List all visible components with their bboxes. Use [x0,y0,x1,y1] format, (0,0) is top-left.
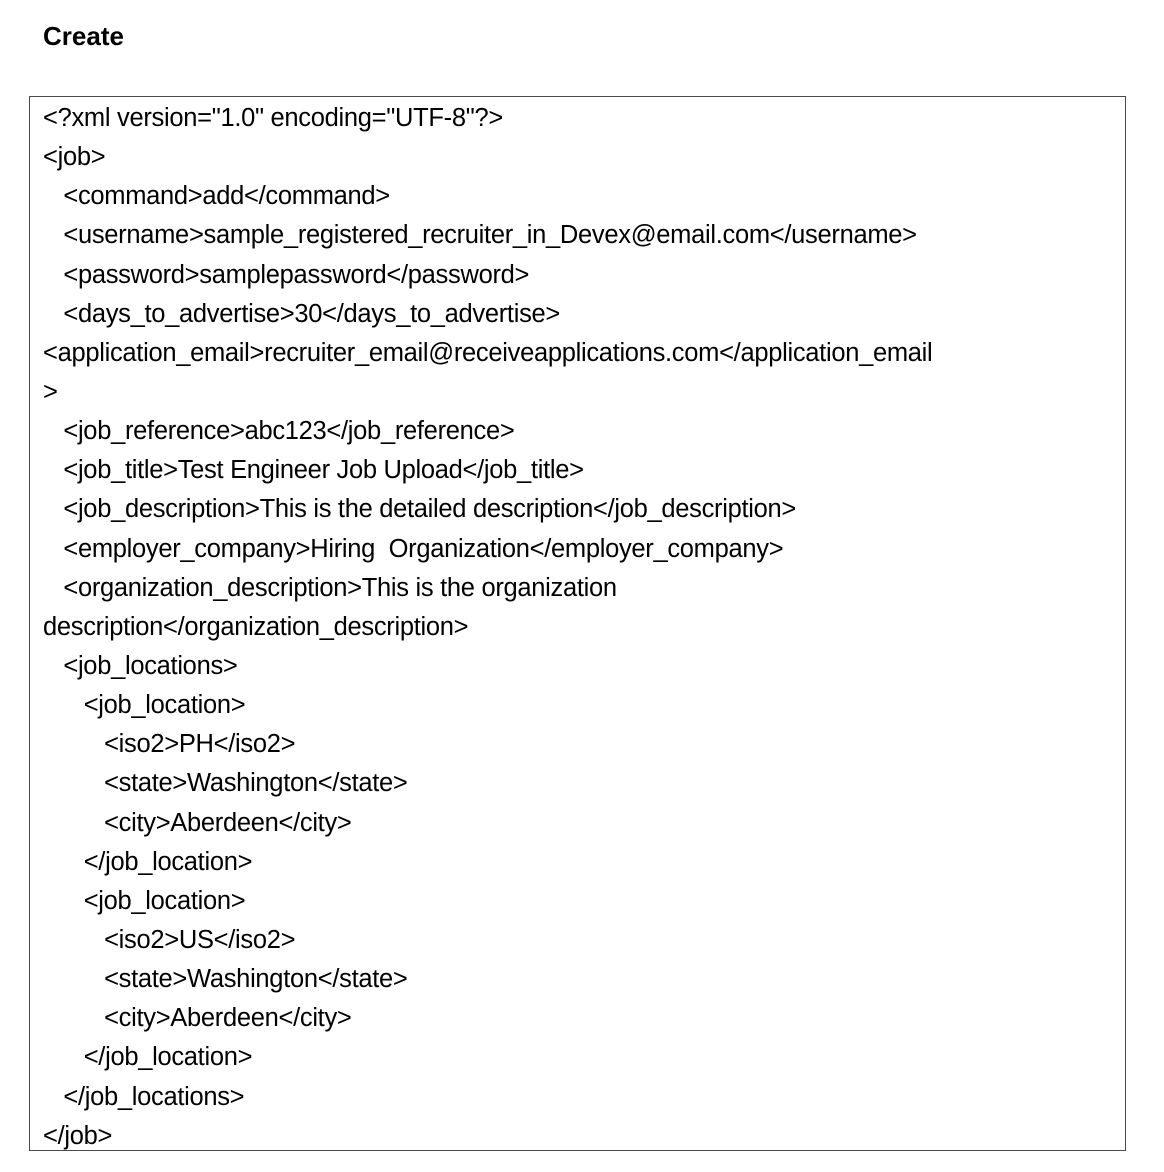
code-line: </job_location> [43,847,253,876]
code-line: </job_location> [43,1043,253,1072]
code-line: <password>samplepassword</password> [43,260,530,289]
code-line: <job_reference>abc123</job_reference> [43,417,515,446]
section-heading: Create [43,21,124,51]
code-line: <job_title>Test Engineer Job Upload</job_title> [43,456,584,485]
code-line: <city>Aberdeen</city> [43,1004,352,1033]
code-line: <employer_company>Hiring Organization</employer_company> [43,534,784,563]
code-line: <job_locations> [43,651,238,680]
code-line: <job_description>This is the detailed description</job_description> [43,495,796,524]
code-line: <organization_description>This is the organization [43,573,617,602]
code-line: <username>sample_registered_recruiter_in_Devex@email.com</username> [43,221,917,250]
code-line: <iso2>PH</iso2> [43,730,296,759]
xml-code-block [43,99,932,1156]
code-line: <city>Aberdeen</city> [43,808,352,837]
code-line: <iso2>US</iso2> [43,925,296,954]
code-line: <days_to_advertise>30</days_to_advertise> [43,299,560,328]
code-line: <application_email>recruiter_email@receiveapplications.com</application_email [43,338,933,367]
code-line: > [43,377,58,406]
code-line: <job_location> [43,691,246,720]
code-line: <job> [43,143,106,172]
code-line: </job_locations> [43,1082,245,1111]
code-line: <state>Washington</state> [43,769,408,798]
code-line: <?xml version="1.0" encoding="UTF-8"?> [43,104,503,132]
code-line: <command>add</command> [43,182,390,211]
code-line: description</organization_description> [43,612,469,641]
code-line: <state>Washington</state> [43,965,408,994]
code-line: </job> [43,1121,113,1150]
code-line: <job_location> [43,886,246,915]
